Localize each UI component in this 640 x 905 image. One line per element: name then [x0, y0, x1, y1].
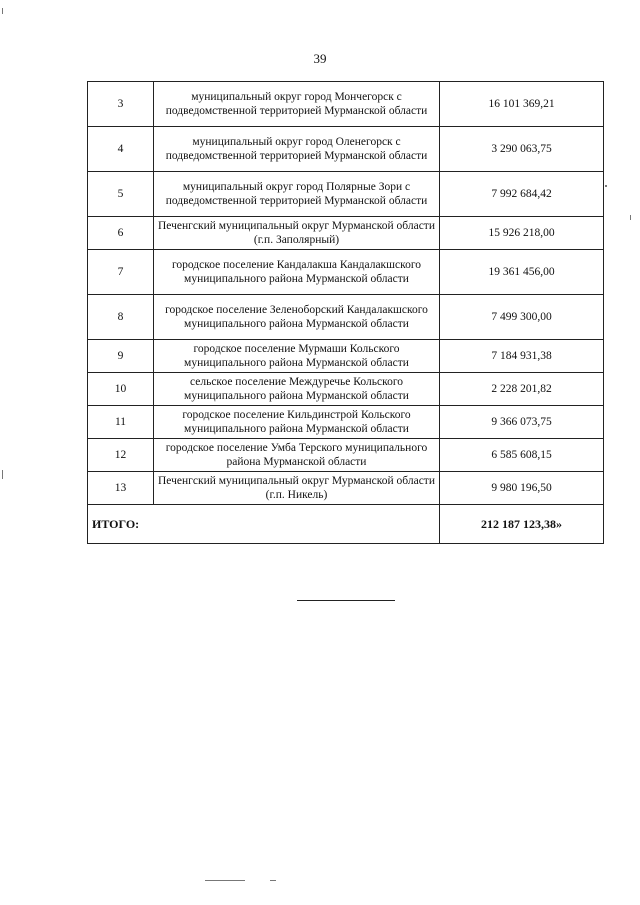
amount-cell: 9 366 073,75	[440, 406, 604, 439]
separator-line	[297, 600, 395, 601]
municipality-name: муниципальный округ город Полярные Зори с подведомственной территорией Мурманской области	[154, 172, 440, 217]
amount-cell: 19 361 456,00	[440, 250, 604, 295]
amount-cell: 16 101 369,21	[440, 82, 604, 127]
scan-artifact	[2, 8, 3, 14]
table-row	[88, 340, 604, 373]
row-number: 11	[88, 406, 154, 439]
scan-artifact	[605, 185, 607, 187]
municipality-name: сельское поселение Междуречье Кольского муниципального района Мурманской области	[154, 373, 440, 406]
amount-cell: 2 228 201,82	[440, 373, 604, 406]
scan-artifact	[630, 215, 631, 220]
municipality-name: Печенгский муниципальный округ Мурманской области (г.п. Заполярный)	[154, 217, 440, 250]
amount-cell: 7 499 300,00	[440, 295, 604, 340]
allocation-table	[87, 81, 604, 544]
row-number: 4	[88, 127, 154, 172]
amount-cell: 9 980 196,50	[440, 472, 604, 505]
scan-artifact	[2, 470, 3, 479]
row-number: 9	[88, 340, 154, 373]
municipality-name: городское поселение Зеленоборский Кандалакшского муниципального района Мурманской области	[154, 295, 440, 340]
table-row	[88, 172, 604, 217]
municipality-name: муниципальный округ город Мончегорск с подведомственной территорией Мурманской области	[154, 82, 440, 127]
row-number: 3	[88, 82, 154, 127]
row-number: 7	[88, 250, 154, 295]
municipality-name: Печенгский муниципальный округ Мурманской области (г.п. Никель)	[154, 472, 440, 505]
amount-cell: 15 926 218,00	[440, 217, 604, 250]
municipality-name: городское поселение Умба Терского муниципального района Мурманской области	[154, 439, 440, 472]
scan-artifact	[205, 880, 245, 881]
municipality-name: городское поселение Мурмаши Кольского муниципального района Мурманской области	[154, 340, 440, 373]
table-row	[88, 82, 604, 127]
amount-cell: 6 585 608,15	[440, 439, 604, 472]
municipality-name: городское поселение Кандалакша Кандалакшского муниципального района Мурманской области	[154, 250, 440, 295]
municipality-name: муниципальный округ город Оленегорск с подведомственной территорией Мурманской области	[154, 127, 440, 172]
row-number: 5	[88, 172, 154, 217]
total-row	[88, 505, 604, 544]
table-row	[88, 439, 604, 472]
amount-cell: 3 290 063,75	[440, 127, 604, 172]
row-number: 13	[88, 472, 154, 505]
total-amount: 212 187 123,38»	[440, 505, 604, 544]
table-row	[88, 250, 604, 295]
table-row	[88, 472, 604, 505]
row-number: 6	[88, 217, 154, 250]
total-label: ИТОГО:	[88, 505, 440, 544]
row-number: 10	[88, 373, 154, 406]
row-number: 8	[88, 295, 154, 340]
row-number: 12	[88, 439, 154, 472]
table-row	[88, 295, 604, 340]
scan-artifact	[270, 880, 276, 881]
table-row	[88, 217, 604, 250]
table-row	[88, 406, 604, 439]
page-number: 39	[313, 51, 327, 66]
amount-cell: 7 992 684,42	[440, 172, 604, 217]
amount-cell: 7 184 931,38	[440, 340, 604, 373]
municipality-name: городское поселение Кильдинстрой Кольского муниципального района Мурманской области	[154, 406, 440, 439]
table-row	[88, 127, 604, 172]
table-row	[88, 373, 604, 406]
